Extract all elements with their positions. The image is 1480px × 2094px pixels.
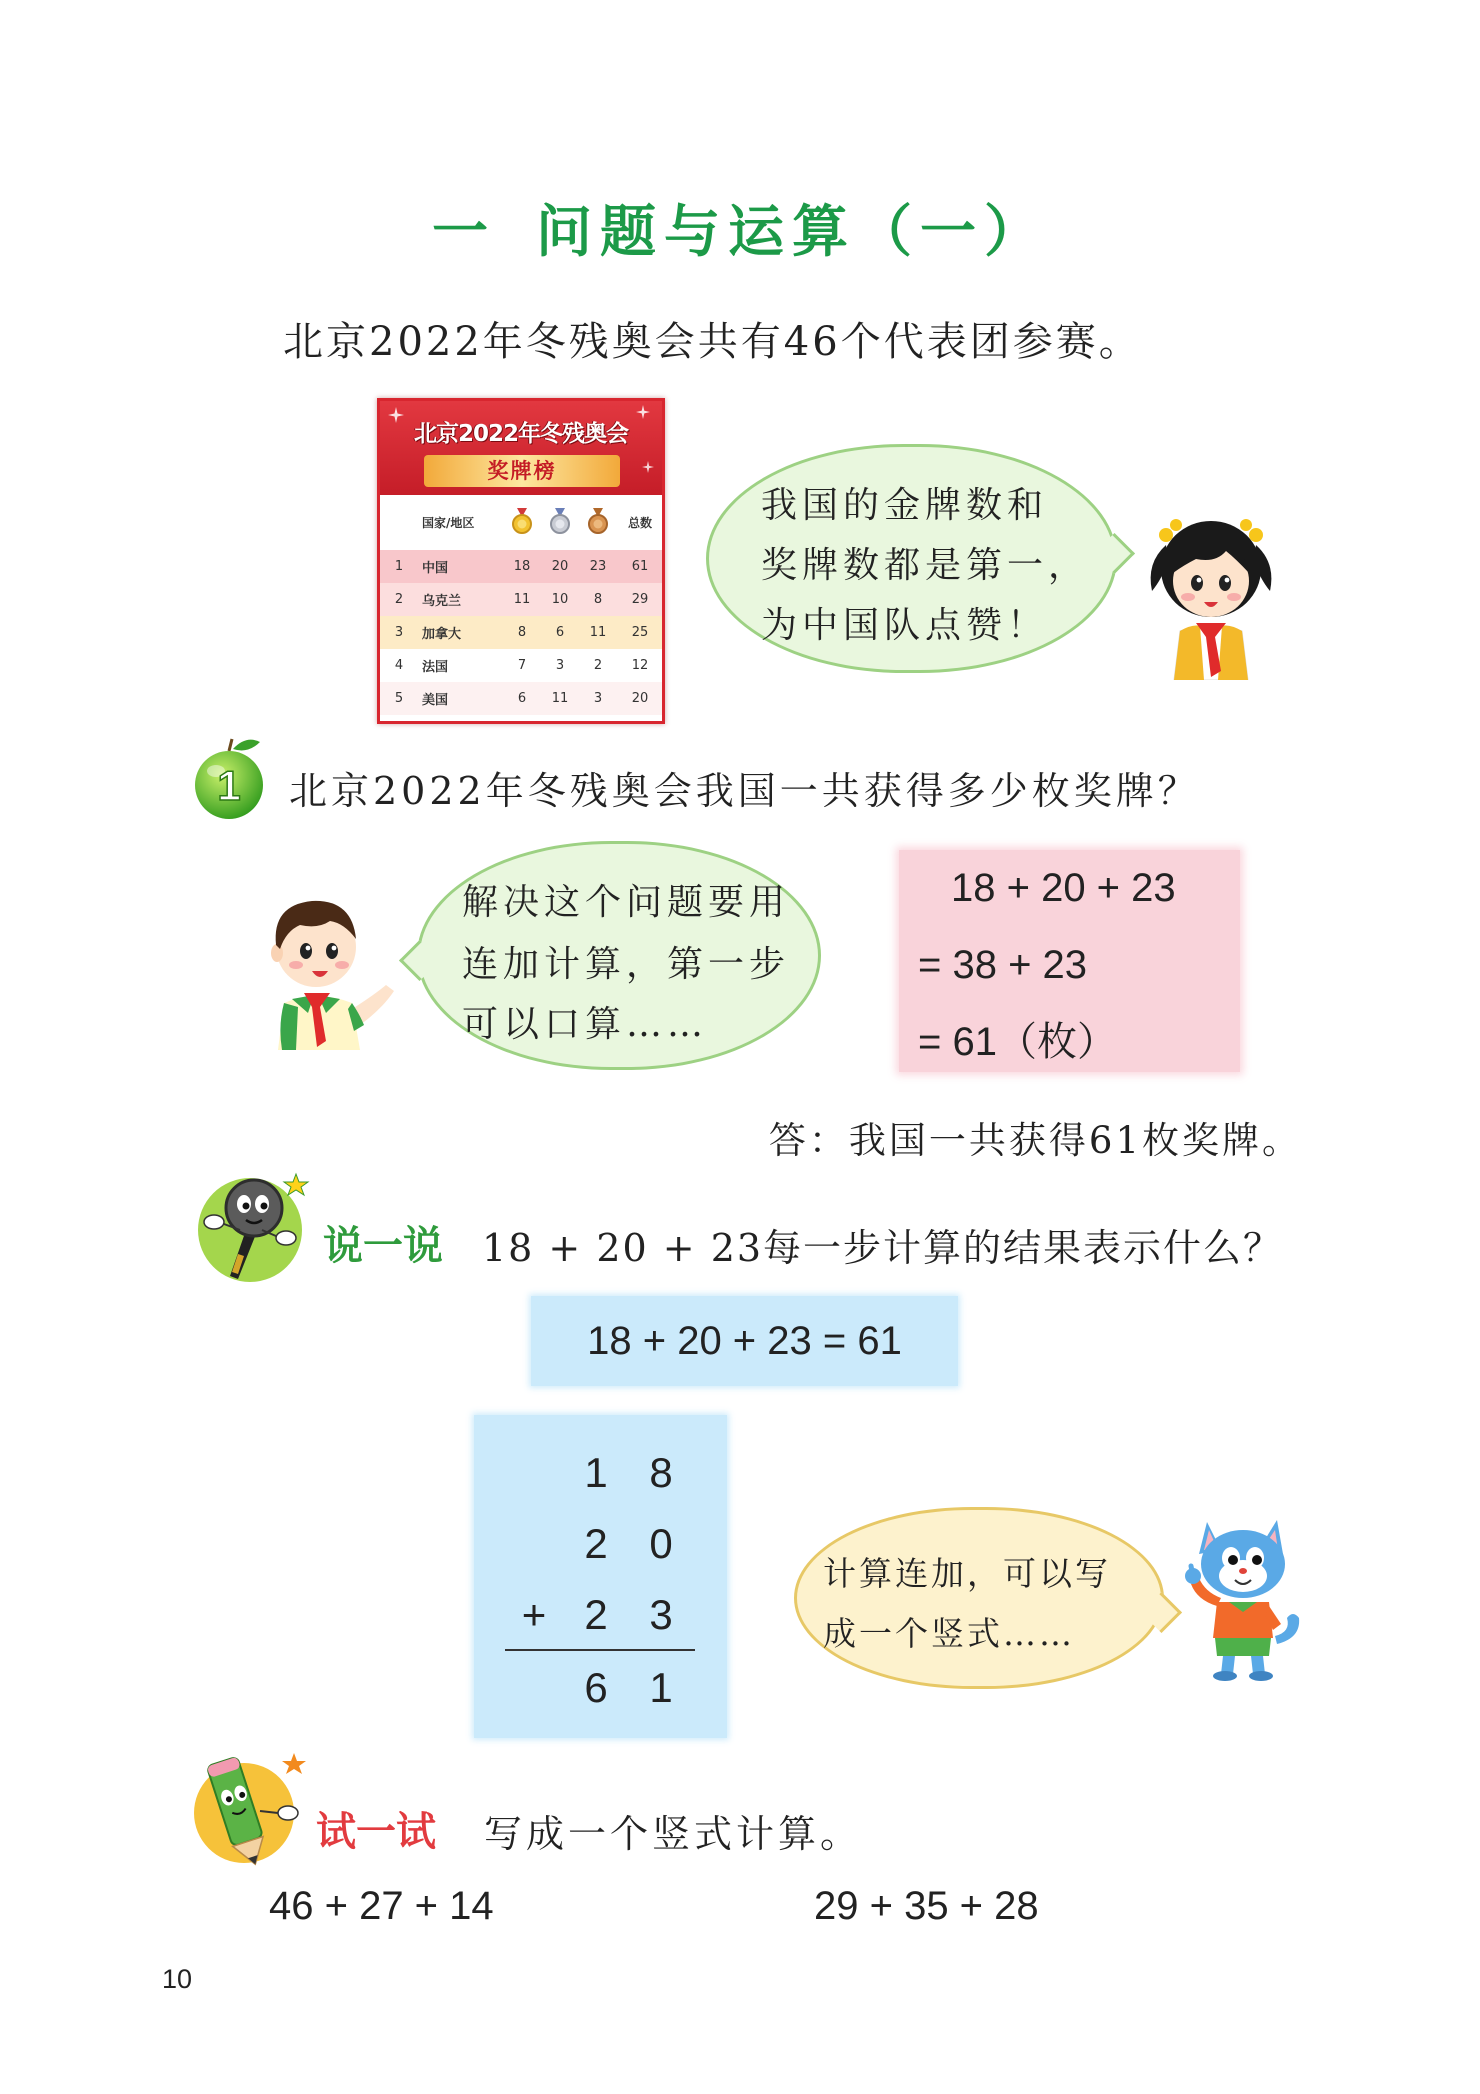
girl-character-illustration — [1144, 505, 1278, 680]
table-row — [380, 583, 662, 616]
page-number: 10 — [162, 1964, 193, 1994]
digit-tens: 1 — [584, 1449, 608, 1496]
question-1-text: 北京2022年冬残奥会我国一共获得多少枚奖牌？ — [289, 769, 1200, 813]
total-count: 29 — [631, 592, 649, 607]
solution-step: = 38 + 23 — [918, 943, 1088, 987]
question-number: 1 — [217, 762, 241, 809]
digit-ones: 0 — [649, 1520, 673, 1567]
rank: 4 — [394, 658, 404, 673]
bubble-line: 连加计算，第一步 — [462, 944, 791, 985]
bronze-count: 3 — [593, 691, 603, 706]
exercise-item: 46 + 27 + 14 — [269, 1884, 494, 1928]
exercise-item: 29 + 35 + 28 — [814, 1884, 1039, 1928]
bubble-line: 计算连加，可以写 — [823, 1554, 1111, 1593]
silver-count: 3 — [555, 658, 565, 673]
table-row — [380, 649, 662, 682]
digit-tens: 2 — [584, 1591, 608, 1638]
sum-line — [505, 1649, 695, 1651]
gold-count: 11 — [513, 592, 531, 607]
rank: 3 — [394, 625, 404, 640]
boy-character-illustration — [256, 875, 397, 1050]
gold-count: 8 — [517, 625, 527, 640]
section-number: 一 — [432, 200, 496, 265]
medal-board-subtitle: 奖牌榜 — [424, 455, 620, 487]
say-it-question: 18 + 20 + 23每一步计算的结果表示什么？ — [482, 1226, 1284, 1270]
gold-count: 6 — [517, 691, 527, 706]
rank: 1 — [394, 559, 404, 574]
bubble-line: 可以口算…… — [462, 1004, 709, 1045]
total-count: 61 — [631, 559, 649, 574]
boy-speech-bubble — [417, 841, 821, 1070]
table-row — [380, 682, 662, 715]
bubble-tail — [1141, 1592, 1182, 1633]
bubble-line: 解决这个问题要用 — [462, 882, 791, 923]
try-it-instruction: 写成一个竖式计算。 — [484, 1812, 863, 1856]
country: 法国 — [422, 660, 449, 675]
bronze-count: 11 — [589, 625, 607, 640]
silver-count: 11 — [551, 691, 569, 706]
sum-ones: 1 — [649, 1664, 673, 1711]
lesson-title — [0, 188, 1480, 268]
pencil-icon — [188, 1749, 310, 1870]
solution-step: 18 + 20 + 23 — [951, 866, 1176, 910]
bubble-line: 成一个竖式…… — [823, 1614, 1075, 1653]
cat-speech-bubble — [794, 1507, 1164, 1689]
answer-text: 答：我国一共获得61枚奖牌。 — [768, 1119, 1302, 1162]
silver-count: 20 — [551, 559, 569, 574]
sparkle-icon — [642, 461, 654, 473]
total-count: 20 — [631, 691, 649, 706]
country: 美国 — [422, 693, 449, 708]
digit-ones: 8 — [649, 1449, 673, 1496]
digit-tens: 2 — [584, 1520, 608, 1567]
silver-count: 10 — [551, 592, 569, 607]
intro-text: 北京2022年冬残奥会共有46个代表团参赛。 — [283, 319, 1142, 365]
gold-count: 7 — [517, 658, 527, 673]
girl-speech-bubble — [706, 444, 1117, 673]
gold-count: 18 — [513, 559, 531, 574]
bronze-count: 8 — [593, 592, 603, 607]
solution-step: = 61（枚） — [918, 1020, 1117, 1064]
section-title: 问题与运算（一） — [536, 200, 1048, 265]
bronze-count: 2 — [593, 658, 603, 673]
total-count: 25 — [631, 625, 649, 640]
country-header: 国家/地区 — [422, 516, 475, 530]
plus-operator: + — [521, 1591, 547, 1638]
rank: 2 — [394, 592, 404, 607]
try-it-label: 试一试 — [316, 1809, 436, 1855]
total-count: 12 — [631, 658, 649, 673]
bronze-count: 23 — [589, 559, 607, 574]
medal-board — [377, 398, 665, 724]
table-row — [380, 616, 662, 649]
bubble-line: 为中国队点赞！ — [761, 605, 1049, 646]
silver-medal-icon — [542, 508, 578, 537]
bubble-tail — [399, 940, 440, 981]
total-header: 总数 — [627, 516, 652, 530]
apple-number-icon — [188, 733, 270, 821]
say-it-label: 说一说 — [323, 1223, 443, 1269]
microphone-icon — [188, 1164, 316, 1285]
silver-count: 6 — [555, 625, 565, 640]
bubble-line: 我国的金牌数和 — [761, 485, 1049, 526]
digit-ones: 3 — [649, 1591, 673, 1638]
sum-tens: 6 — [584, 1664, 608, 1711]
equation-box: 18 + 20 + 23 = 61 — [531, 1296, 958, 1386]
bubble-line: 奖牌数都是第一， — [761, 545, 1090, 586]
medal-table — [380, 495, 662, 715]
medal-table-header — [380, 495, 662, 550]
bubble-tail — [1094, 533, 1135, 574]
country: 中国 — [422, 561, 449, 576]
solution-box — [899, 850, 1240, 1072]
cat-character-illustration — [1177, 1514, 1305, 1682]
country: 加拿大 — [422, 627, 462, 642]
table-row — [380, 550, 662, 583]
medal-board-title: 北京2022年冬残奥会 — [413, 421, 628, 447]
country: 乌克兰 — [422, 594, 462, 609]
vertical-calculation — [474, 1415, 727, 1738]
bronze-medal-icon — [578, 508, 618, 537]
rank: 5 — [394, 691, 404, 706]
medal-board-header — [380, 401, 662, 495]
gold-medal-icon — [502, 508, 542, 537]
